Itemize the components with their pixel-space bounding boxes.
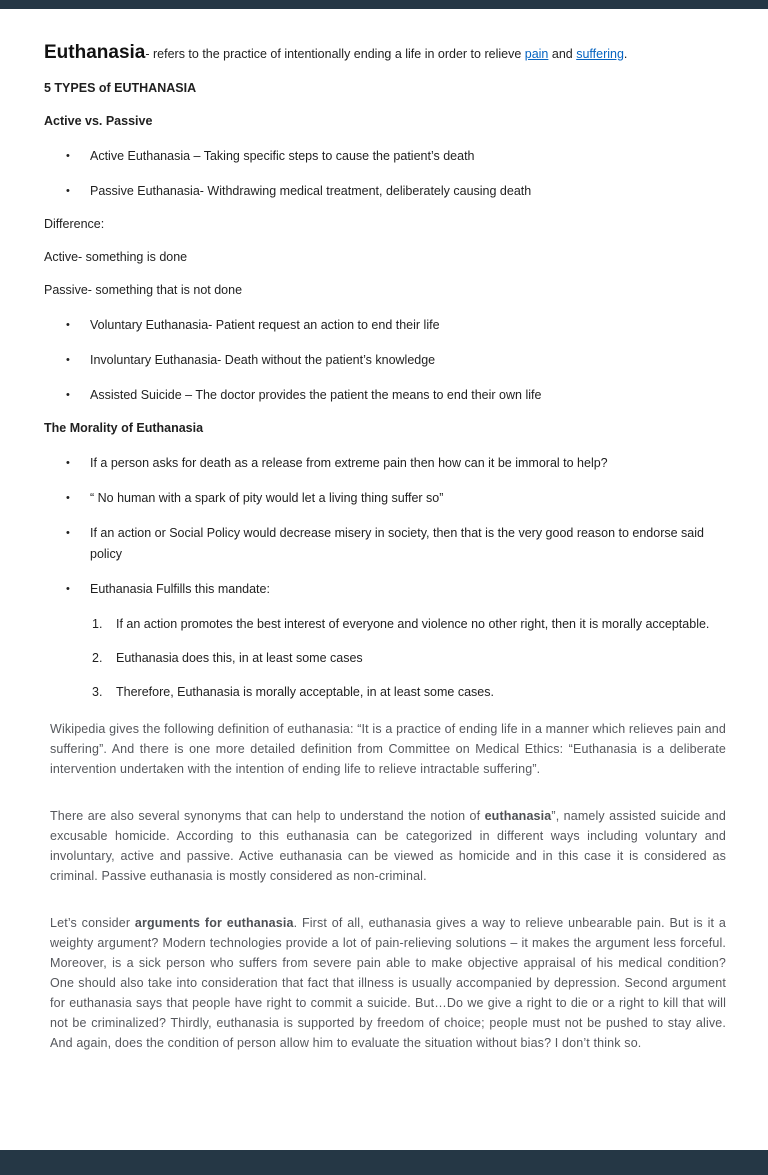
difference-passive: Passive- something that is not done <box>44 283 243 297</box>
heading-morality: The Morality of Euthanasia <box>44 421 204 435</box>
p3-prefix: Let’s consider <box>50 916 135 930</box>
bullet-icon: • <box>66 185 70 197</box>
list-item-morality-1 <box>44 453 726 474</box>
list-item-text: Passive Euthanasia- Withdrawing medical treatment, deliberately causing death <box>90 184 532 198</box>
top-border-bar <box>0 0 768 9</box>
p2-prefix: There are also several synonyms that can help to understand the notion of <box>50 809 485 823</box>
list-number: 2. <box>92 651 103 665</box>
page-title: Euthanasia <box>44 42 146 63</box>
numbered-item-1 <box>44 614 726 635</box>
list-item-voluntary <box>44 315 726 336</box>
bullet-icon: • <box>66 583 70 595</box>
title-line <box>44 41 726 66</box>
list-item-text: Voluntary Euthanasia- Patient request an action to end their life <box>90 318 440 332</box>
list-item-text: If an action promotes the best interest of everyone and violence no other right, then it is morally acceptable. <box>116 617 710 631</box>
bullet-icon: • <box>66 389 70 401</box>
intro-prefix: - refers to the practice of intentionally ending a life in order to relieve <box>145 47 525 61</box>
paragraph-arguments <box>50 913 726 1053</box>
list-item-text: If a person asks for death as a release from extreme pain then how can it be immoral to help? <box>90 456 608 470</box>
paragraph-wikipedia-definition: Wikipedia gives the following definition of euthanasia: “It is a practice of ending life in a manner which relieves pain and suffering”. And there is one more detailed definition from Committee on Medical Ethics: “Euthanasia is a deliberate intervention undertaken with the intention of ending life to relieve intractable suffering”. <box>50 722 726 776</box>
list-number: 1. <box>92 617 103 631</box>
p2-bold-euthanasia: euthanasia <box>484 809 552 823</box>
list-item-morality-3 <box>44 523 726 565</box>
list-item-passive-euthanasia <box>44 181 726 202</box>
heading-5-types: 5 TYPES of EUTHANASIA <box>44 81 197 95</box>
intro-mid: and <box>548 47 577 61</box>
link-suffering[interactable]: suffering <box>576 47 624 61</box>
list-item-text: “ No human with a spark of pity would let a living thing suffer so” <box>90 491 444 505</box>
list-item-morality-2 <box>44 488 726 509</box>
difference-label: Difference: <box>44 217 105 231</box>
numbered-item-2 <box>44 648 726 669</box>
bullet-icon: • <box>66 150 70 162</box>
list-item-text: Therefore, Euthanasia is morally acceptable, in at least some cases. <box>116 685 494 699</box>
document-content <box>0 9 768 1150</box>
essay-section <box>44 719 726 1053</box>
list-item-text: If an action or Social Policy would decrease misery in society, then that is the very good reason to endorse said policy <box>90 526 704 561</box>
list-item-text: Involuntary Euthanasia- Death without the patient’s knowledge <box>90 353 436 367</box>
list-item-morality-4 <box>44 579 726 600</box>
bullet-icon: • <box>66 319 70 331</box>
list-item-involuntary <box>44 350 726 371</box>
bottom-border-bar <box>0 1150 768 1175</box>
p2-rest: ”, namely assisted suicide and excusable homicide. According to this euthanasia can be categorized in different ways including voluntary and involuntary, active and passive. Active euthanasia can be viewed as homicide and in this case it is considered as criminal. Passive euthanasia is mostly considered as non-criminal. <box>50 809 726 883</box>
numbered-item-3 <box>44 682 726 703</box>
p3-rest: . First of all, euthanasia gives a way to relieve unbearable pain. But is it a weighty argument? Modern technologies provide a lot of pain-relieving solutions – it makes the argument less forceful. Moreover, is a sick person who suffers from severe pain able to make objective appraisal of his medical condition? One should also take into consideration that fact that illness is usually accompanied by depression. Second argument for euthanasia says that people have right to commit a suicide. But…Do we give a right to die or a right to kill that will not be criminalized? Thirdly, euthanasia is supported by freedom of choice; people must not be pushed to stay alive. And again, does the condition of person allow him to evaluate the situation without bias? I don’t think so. <box>50 916 726 1050</box>
p3-bold-arguments: arguments for euthanasia <box>134 916 294 930</box>
list-item-text: Euthanasia does this, in at least some cases <box>116 651 363 665</box>
link-pain[interactable]: pain <box>524 47 549 61</box>
bullet-icon: • <box>66 354 70 366</box>
list-item-active-euthanasia <box>44 146 726 167</box>
bullet-icon: • <box>66 457 70 469</box>
list-item-text: Euthanasia Fulfills this mandate: <box>90 582 270 596</box>
intro-text <box>145 47 627 61</box>
heading-active-vs-passive: Active vs. Passive <box>44 114 153 128</box>
list-item-assisted-suicide <box>44 385 726 406</box>
list-item-text: Assisted Suicide – The doctor provides the patient the means to end their own life <box>90 388 542 402</box>
bullet-icon: • <box>66 527 70 539</box>
list-item-text: Active Euthanasia – Taking specific steps to cause the patient’s death <box>90 149 475 163</box>
list-number: 3. <box>92 685 103 699</box>
intro-suffix: . <box>623 47 628 61</box>
difference-active: Active- something is done <box>44 250 188 264</box>
bullet-icon: • <box>66 492 70 504</box>
paragraph-synonyms <box>50 806 726 886</box>
